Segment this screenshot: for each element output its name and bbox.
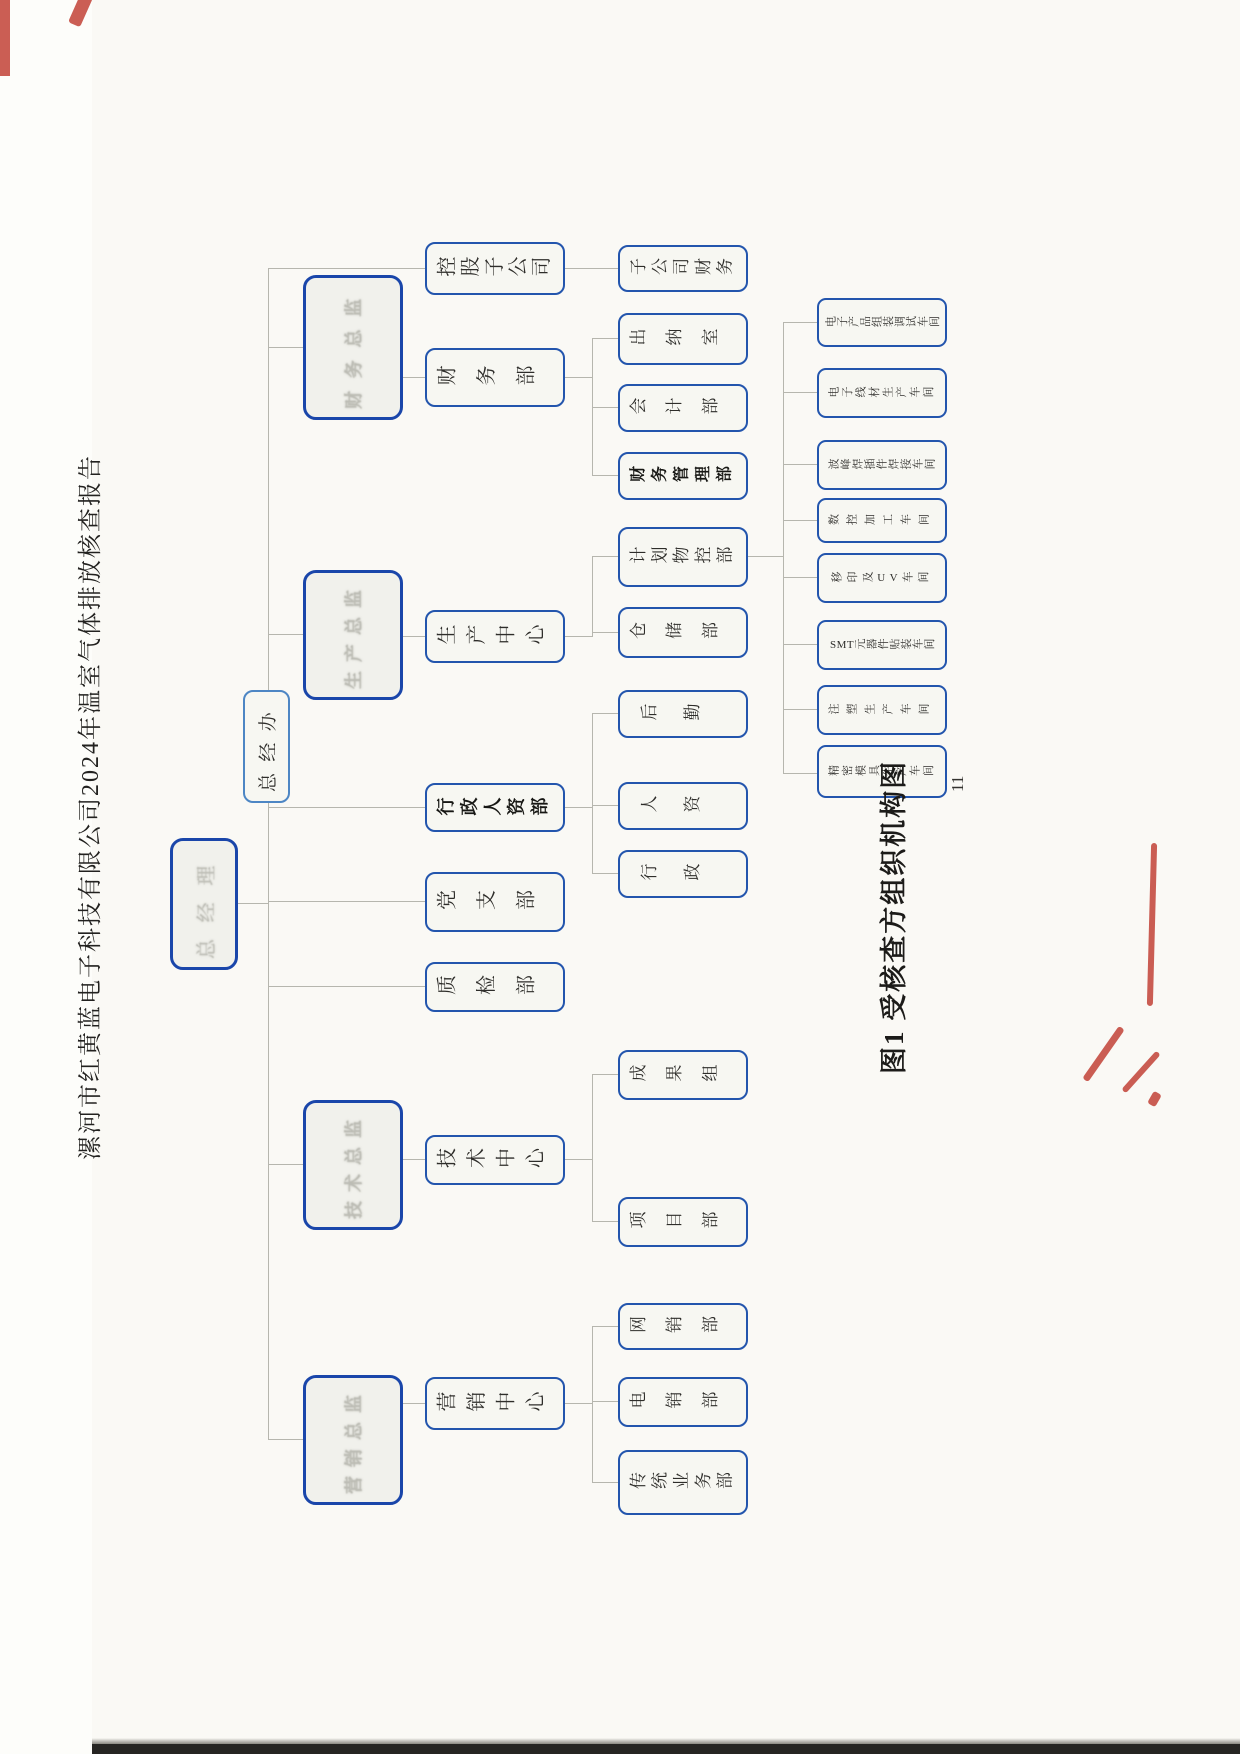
connector-line [783, 520, 817, 521]
connector-line [592, 1074, 618, 1075]
connector-line [592, 407, 618, 408]
connector-line [592, 475, 618, 476]
connector-line [592, 1401, 618, 1402]
connector-line [783, 323, 784, 774]
connector-line [565, 377, 592, 378]
connector-line [783, 773, 817, 774]
org-node-cwb: 财务部 [425, 348, 565, 407]
connector-line [592, 557, 593, 637]
org-node-ws3: 波峰焊插件焊接车间 [817, 440, 947, 490]
org-node-ws6: SMT元器件贴装车间 [817, 620, 947, 670]
connector-line [592, 1327, 593, 1483]
connector-line [268, 269, 269, 1440]
org-node-ws2: 电子线材生产车间 [817, 368, 947, 418]
org-node-ws1: 电子产品组装调试车间 [817, 298, 947, 347]
connector-line [268, 901, 425, 902]
org-node-ccb: 仓储部 [618, 607, 748, 658]
connector-line [592, 1326, 618, 1327]
org-node-xz: 行政 [618, 850, 748, 898]
org-chart [155, 210, 955, 1515]
connector-line [565, 807, 592, 808]
red-pen-mark [0, 0, 10, 76]
connector-line [783, 322, 817, 323]
connector-line [403, 377, 425, 378]
connector-line [592, 632, 618, 633]
org-node-hq: 后勤 [618, 690, 748, 738]
connector-line [783, 392, 817, 393]
org-node-office: 总经办 [243, 690, 290, 803]
connector-line [783, 644, 817, 645]
connector-line [748, 556, 783, 557]
scan-edge-strip [92, 1744, 1240, 1754]
document-title: 漯河市红黄蓝电子科技有限公司2024年温室气体排放核查报告 [78, 454, 104, 1160]
org-node-sczx: 生产中心 [425, 610, 565, 663]
org-node-cns: 出纳室 [618, 313, 748, 365]
red-pen-mark [1082, 1026, 1124, 1082]
connector-line [565, 1159, 592, 1160]
org-node-ctywb: 传统业务部 [618, 1450, 748, 1515]
connector-line [403, 1159, 425, 1160]
connector-line [268, 1164, 303, 1165]
connector-line [238, 903, 268, 904]
org-node-d_yx: 营销总监 [303, 1375, 403, 1505]
connector-line [268, 1439, 303, 1440]
connector-line [268, 807, 425, 808]
org-node-dxb: 电销部 [618, 1377, 748, 1427]
connector-line [592, 1221, 618, 1222]
org-node-kjb: 会计部 [618, 384, 748, 432]
org-node-ws8: 精密模具生产车间 [817, 745, 947, 798]
org-node-jhwkb: 计划物控部 [618, 527, 748, 587]
red-pen-mark [1121, 1051, 1160, 1094]
org-node-kggs: 控股子公司 [425, 242, 565, 295]
org-node-ws4: 数控加工车间 [817, 498, 947, 543]
org-node-dzb: 党支部 [425, 872, 565, 932]
org-node-cwglb: 财务管理部 [618, 452, 748, 500]
connector-line [268, 347, 303, 348]
connector-line [783, 709, 817, 710]
connector-line [565, 268, 618, 269]
connector-line [592, 1075, 593, 1222]
org-node-zgscw: 子公司财务 [618, 245, 748, 292]
connector-line [783, 577, 817, 578]
connector-line [783, 464, 817, 465]
connector-line [592, 338, 618, 339]
org-node-ws7: 注塑生产车间 [817, 685, 947, 735]
org-node-xzrzb: 行政人资部 [425, 783, 565, 832]
connector-line [592, 556, 618, 557]
org-node-cgz: 成果组 [618, 1050, 748, 1100]
connector-line [592, 714, 593, 874]
connector-line [268, 634, 303, 635]
org-node-wxb: 网销部 [618, 1303, 748, 1350]
red-pen-mark [1147, 843, 1157, 1006]
page-number: 11 [948, 775, 967, 792]
connector-line [268, 986, 425, 987]
org-node-jszx: 技术中心 [425, 1135, 565, 1185]
org-node-d_cw: 财务总监 [303, 275, 403, 420]
figure-caption: 图1 受核查方组织机构图 [879, 759, 909, 1074]
org-node-d_js: 技术总监 [303, 1100, 403, 1230]
connector-line [403, 1403, 425, 1404]
red-pen-mark [1147, 1091, 1162, 1108]
org-node-zjb: 质检部 [425, 962, 565, 1012]
org-node-xmb: 项目部 [618, 1197, 748, 1247]
connector-line [565, 636, 592, 637]
connector-line [592, 713, 618, 714]
org-node-ws5: 移印及UV车间 [817, 553, 947, 603]
connector-line [268, 268, 425, 269]
connector-line [565, 1403, 592, 1404]
connector-line [592, 1482, 618, 1483]
org-node-d_sc: 生产总监 [303, 570, 403, 700]
connector-line [592, 805, 618, 806]
org-node-yxzx: 营销中心 [425, 1377, 565, 1430]
org-node-root: 总经理 [170, 838, 238, 970]
connector-line [592, 873, 618, 874]
connector-line [403, 636, 425, 637]
org-node-rz: 人资 [618, 782, 748, 830]
